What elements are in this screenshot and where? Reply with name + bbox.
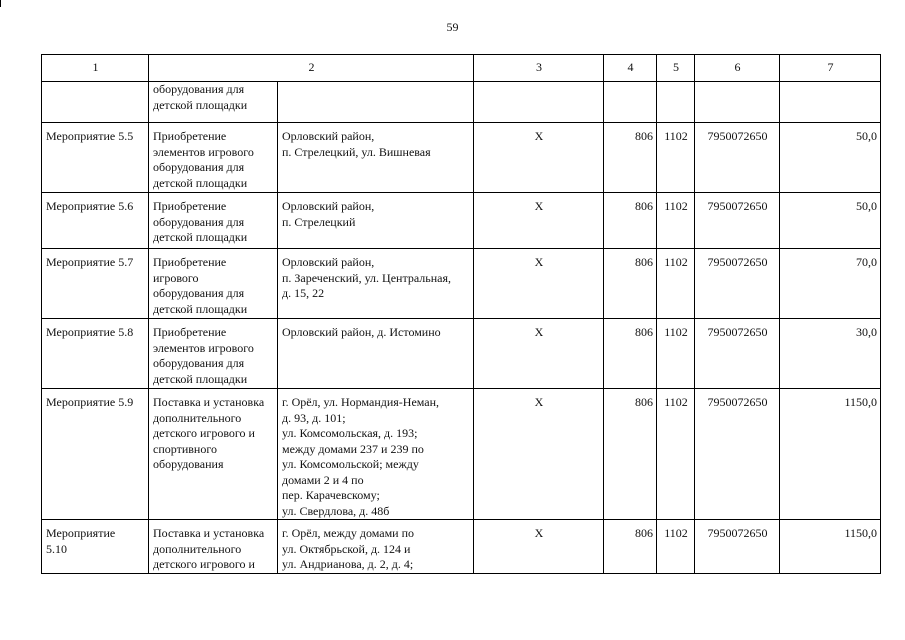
- col6-cell: 7950072650: [695, 520, 780, 574]
- description-cell: Приобретение игрового оборудования для детской площадки: [149, 249, 278, 319]
- col5-cell: 1102: [657, 389, 695, 520]
- col6-cell: 7950072650: [695, 389, 780, 520]
- continuation-col6-cell: [695, 82, 780, 123]
- description-cell: Приобретение оборудования для детской площадки: [149, 193, 278, 249]
- event-cell: Мероприятие 5.10: [42, 520, 149, 574]
- col6-cell: 7950072650: [695, 249, 780, 319]
- location-cell: Орловский район, п. Зареченский, ул. Центральная, д. 15, 22: [278, 249, 474, 319]
- event-cell: Мероприятие 5.5: [42, 123, 149, 193]
- table-row: [42, 520, 881, 574]
- col4-cell: 806: [604, 319, 657, 389]
- continuation-col4-cell: [604, 82, 657, 123]
- location-cell: г. Орёл, ул. Нормандия-Неман, д. 93, д. 101; ул. Комсомольская, д. 193; между домами 237 и 239 по ул. Комсомольской; между домами 2 и 4 по пер. Карачевскому; ул. Свердлова, д. 48б: [278, 389, 474, 520]
- header-cell-4: 4: [604, 55, 657, 82]
- col7-cell: 50,0: [780, 193, 881, 249]
- location-cell: Орловский район, п. Стрелецкий, ул. Вишневая: [278, 123, 474, 193]
- event-cell: Мероприятие 5.6: [42, 193, 149, 249]
- col5-cell: 1102: [657, 123, 695, 193]
- location-cell: г. Орёл, между домами по ул. Октябрьской, д. 124 и ул. Андрианова, д. 2, д. 4;: [278, 520, 474, 574]
- col6-cell: 7950072650: [695, 319, 780, 389]
- description-cell: Поставка и установка дополнительного детского игрового и спортивного оборудования: [149, 389, 278, 520]
- description-cell: Приобретение элементов игрового оборудования для детской площадки: [149, 319, 278, 389]
- col3-cell: Х: [474, 249, 604, 319]
- continuation-row: [42, 82, 881, 123]
- location-cell: Орловский район, п. Стрелецкий: [278, 193, 474, 249]
- location-cell: Орловский район, д. Истомино: [278, 319, 474, 389]
- col4-cell: 806: [604, 520, 657, 574]
- table-row: [42, 319, 881, 389]
- page-number: 59: [446, 20, 459, 34]
- event-cell: Мероприятие 5.7: [42, 249, 149, 319]
- continuation-col5-cell: [657, 82, 695, 123]
- col3-cell: Х: [474, 520, 604, 574]
- col3-cell: Х: [474, 193, 604, 249]
- budget-table: [41, 54, 881, 574]
- col7-cell: 1150,0: [780, 520, 881, 574]
- col3-cell: Х: [474, 319, 604, 389]
- col7-cell: 1150,0: [780, 389, 881, 520]
- scan-corner-mark: [0, 0, 1, 7]
- table-row: [42, 389, 881, 520]
- col3-cell: Х: [474, 123, 604, 193]
- header-cell-2: 2: [149, 55, 474, 82]
- header-cell-6: 6: [695, 55, 780, 82]
- col5-cell: 1102: [657, 319, 695, 389]
- table-row: [42, 193, 881, 249]
- description-cell: Поставка и установка дополнительного детского игрового и: [149, 520, 278, 574]
- description-cell: Приобретение элементов игрового оборудования для детской площадки: [149, 123, 278, 193]
- continuation-location-cell: [278, 82, 474, 123]
- continuation-event-cell: [42, 82, 149, 123]
- event-cell: Мероприятие 5.8: [42, 319, 149, 389]
- continuation-description-cell: оборудования для детской площадки: [149, 82, 278, 123]
- col3-cell: Х: [474, 389, 604, 520]
- col6-cell: 7950072650: [695, 123, 780, 193]
- header-cell-5: 5: [657, 55, 695, 82]
- col7-cell: 70,0: [780, 249, 881, 319]
- col7-cell: 50,0: [780, 123, 881, 193]
- header-cell-1: 1: [42, 55, 149, 82]
- col5-cell: 1102: [657, 249, 695, 319]
- col4-cell: 806: [604, 193, 657, 249]
- col7-cell: 30,0: [780, 319, 881, 389]
- table-row: [42, 249, 881, 319]
- header-cell-7: 7: [780, 55, 881, 82]
- col5-cell: 1102: [657, 520, 695, 574]
- col6-cell: 7950072650: [695, 193, 780, 249]
- col5-cell: 1102: [657, 193, 695, 249]
- col4-cell: 806: [604, 249, 657, 319]
- continuation-col7-cell: [780, 82, 881, 123]
- table-header-row: [42, 55, 881, 82]
- col4-cell: 806: [604, 123, 657, 193]
- table-row: [42, 123, 881, 193]
- col4-cell: 806: [604, 389, 657, 520]
- continuation-col3-cell: [474, 82, 604, 123]
- event-cell: Мероприятие 5.9: [42, 389, 149, 520]
- header-cell-3: 3: [474, 55, 604, 82]
